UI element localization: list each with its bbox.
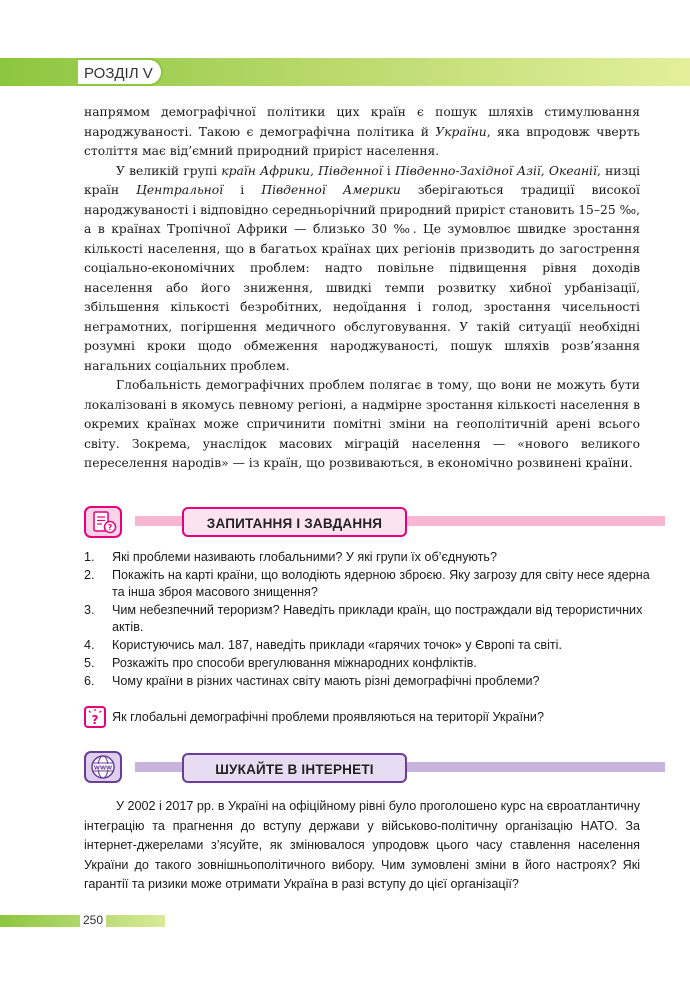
- task-line: [84, 706, 544, 728]
- document-question-icon: [84, 506, 122, 538]
- list-item: 2. Покажіть на карті країни, що володіють ядерною зброєю. Яку загрозу для світу несе ядерна та інша зброя масового знищення?: [84, 568, 650, 599]
- task-text: Як глобальні демографічні проблеми проявляються на території України?: [112, 710, 544, 724]
- list-item: 3. Чим небезпечний тероризм? Наведіть приклади країн, що постраждали від терористичних актів.: [84, 603, 643, 634]
- main-text: [84, 103, 640, 474]
- questions-list: [84, 549, 654, 691]
- internet-text: [84, 797, 640, 895]
- internet-heading: ШУКАЙТЕ В ІНТЕРНЕТІ: [182, 753, 407, 783]
- internet-paragraph: У 2002 і 2017 рр. в Україні на офіційному рівні було проголошено курс на євроатлантичну інтеграцію та прагнення до вступу держави у військово-політичну організацію НАТО. За інтернет-джерелами з’ясуйте, як змінювалося упродовж цього часу ставлення населення України до такого зовнішньополітичного вибору. Чим зумовлені зміни в його настроях? Які гарантії та ризики може отримати Україна в разі вступу до цієї організації?: [84, 799, 640, 891]
- paragraph-1: напрямом демографічної політики цих країн є пошук шляхів стимулювання народжуваності. Такою є демографічна політика й України, яка впродовж чверть століття має від’ємний природний приріст населення.: [84, 105, 640, 158]
- page-number: 250: [80, 912, 106, 929]
- paragraph-2: У великій групі країн Африки, Південної і Південно-Західної Азії, Океанії, низці країн Центральної і Південної Америки зберігаються традиції високої народжуваності і відповідно середньорічний природний приріст становить 15–25 ‰, а в країнах Тропічної Африки — близько 30 ‰. Це зумовлює швидке зростання кількості населення, що в багатьох країнах цих регіонів призводить до загострення соціально-економічних проблем: надто повільне підвищення рівня доходів населення або його зниження, швидкі темпи розвитку хибної урбанізації, збільшення кількості безробітних, недоїдання і голод, зростання чисельності неграмотних, погіршення медичного обслуговування. У такій ситуації необхідні розумні кроки щодо обмеження народжуваності, пошук шляхів розв’язання нагальних соціальних проблем.: [84, 163, 641, 373]
- list-item: 1. Які проблеми називають глобальними? У які групи їх об’єднують?: [84, 550, 498, 564]
- lightbulb-question-icon: [84, 706, 106, 728]
- questions-heading: ЗАПИТАННЯ І ЗАВДАННЯ: [182, 507, 407, 537]
- svg-text:WWW: WWW: [93, 765, 113, 772]
- list-item: 4. Користуючись мал. 187, наведіть приклади «гарячих точок» у Європі та світі.: [84, 638, 562, 652]
- svg-text:?: ?: [91, 713, 99, 726]
- list-item: 5. Розкажіть про способи врегулювання міжнародних конфліктів.: [84, 656, 477, 670]
- list-item: 6. Чому країни в різних частинах світу мають різні демографічні проблеми?: [84, 674, 540, 688]
- globe-www-icon: [84, 751, 122, 783]
- section-label: РОЗДІЛ V: [78, 58, 163, 86]
- svg-text:?: ?: [107, 523, 113, 532]
- paragraph-3: Глобальність демографічних проблем полягає в тому, що вони не можуть бути локалізовані в якомусь певному регіоні, а надмірне зростання кількості населення в окремих країнах може спричинити помітні зміни на геополітичній арені всього світу. Зокрема, унаслідок масових міграцій населення — «нового великого переселення народів» — із країн, що розвиваються, в економічно розвинені країни.: [84, 378, 640, 470]
